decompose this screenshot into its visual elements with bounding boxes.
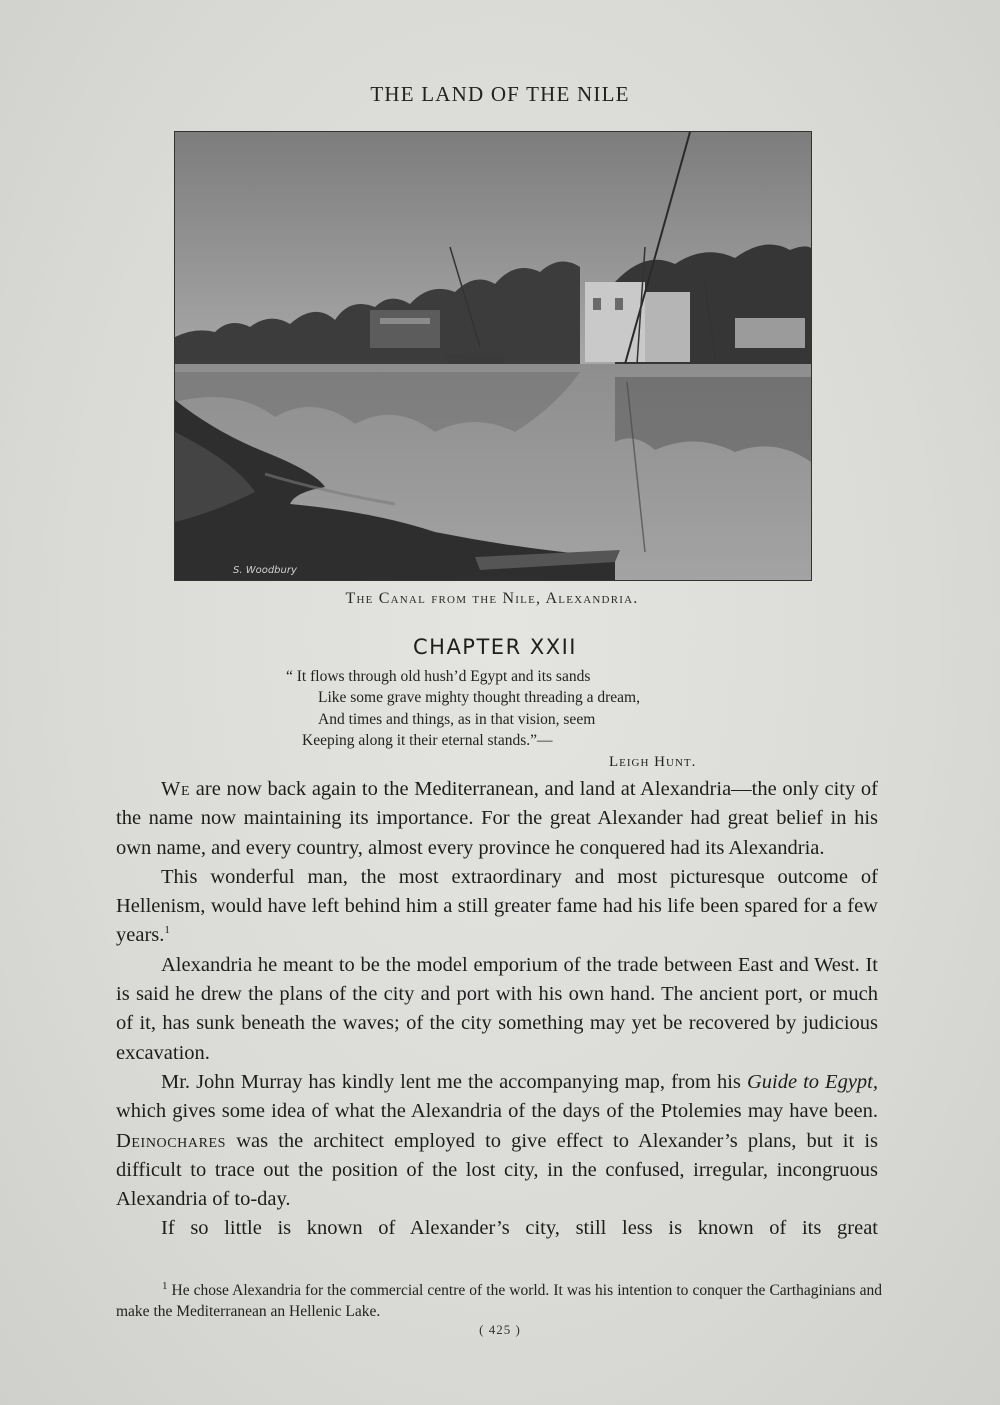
book-title: Guide to Egypt, (746, 1070, 878, 1093)
running-head: THE LAND OF THE NILE (370, 82, 630, 106)
paragraph-text: Mr. John Murray has kindly lent me the accompanying map, from his (161, 1070, 747, 1093)
epigraph-line: Like some grave mighty thought threading a dream, (318, 689, 640, 706)
footnote-text: He chose Alexandria for the commercial centre of the world. It was his intention to conquer the Carthaginians and make the Mediterranean an Hellenic Lake. (116, 1282, 882, 1320)
paragraph (116, 1068, 878, 1214)
paragraph-text: If so little is known of Alexander’s city, still less is known of its great (161, 1217, 878, 1240)
architect-name: Deinochares (116, 1129, 227, 1152)
paragraph (116, 775, 878, 863)
plate-caption (0, 590, 984, 608)
epigraph-line: Keeping along it their eternal stands.”— (302, 732, 553, 749)
paragraph-text: which gives some idea of what the Alexandria of the days of the Ptolemies may have been. (116, 1100, 878, 1123)
canal-photograph (175, 132, 811, 580)
paragraph-text: was the architect employed to give effect to Alexander’s plans, but it is difficult to trace out the position of the lost city, in the confused, irregular, incongruous Alexandria of to-day. (116, 1129, 878, 1211)
paragraph-text: Alexandria he meant to be the model emporium of the trade between East and West. It is said he drew the plans of the city and port with his own hand. The ancient port, or much of it, has sunk beneath the waves; of the city something may yet be recovered by judicious excavation. (116, 953, 878, 1064)
photographer-signature: S. Woodbury (233, 565, 297, 576)
footnote-reference[interactable]: 1 (164, 924, 170, 937)
page-number: ( 425 ) (479, 1322, 521, 1337)
epigraph-line: And times and things, as in that vision, seem (318, 711, 596, 728)
paragraph-text: are now back again to the Mediterranean, and land at Alexandria—the only city of the name now maintaining its importance. For the great Alexander had great belief in his own name, and every country, almost every province he conquered had its Alexandria. (116, 778, 878, 859)
paragraph (116, 1214, 878, 1243)
epigraph-attribution: Leigh Hunt. (609, 754, 697, 770)
paragraph (116, 951, 878, 1068)
footnote-mark: 1 (162, 1279, 168, 1292)
footnote (116, 1280, 882, 1322)
photograph-plate (174, 131, 812, 581)
body-text (116, 775, 878, 1244)
epigraph-line: “ It flows through old hush’d Egypt and its sands (286, 668, 591, 685)
paragraph-lead-word: We (161, 778, 191, 800)
plate-caption-text: The Canal from the Nile, Alexandria. (345, 590, 639, 607)
paragraph-text: This wonderful man, the most extraordinary and most picturesque outcome of Hellenism, would have left behind him a still greater fame had his life been spared for a few years. (116, 865, 878, 947)
paragraph (116, 863, 878, 951)
chapter-heading: CHAPTER XXII (412, 635, 577, 659)
